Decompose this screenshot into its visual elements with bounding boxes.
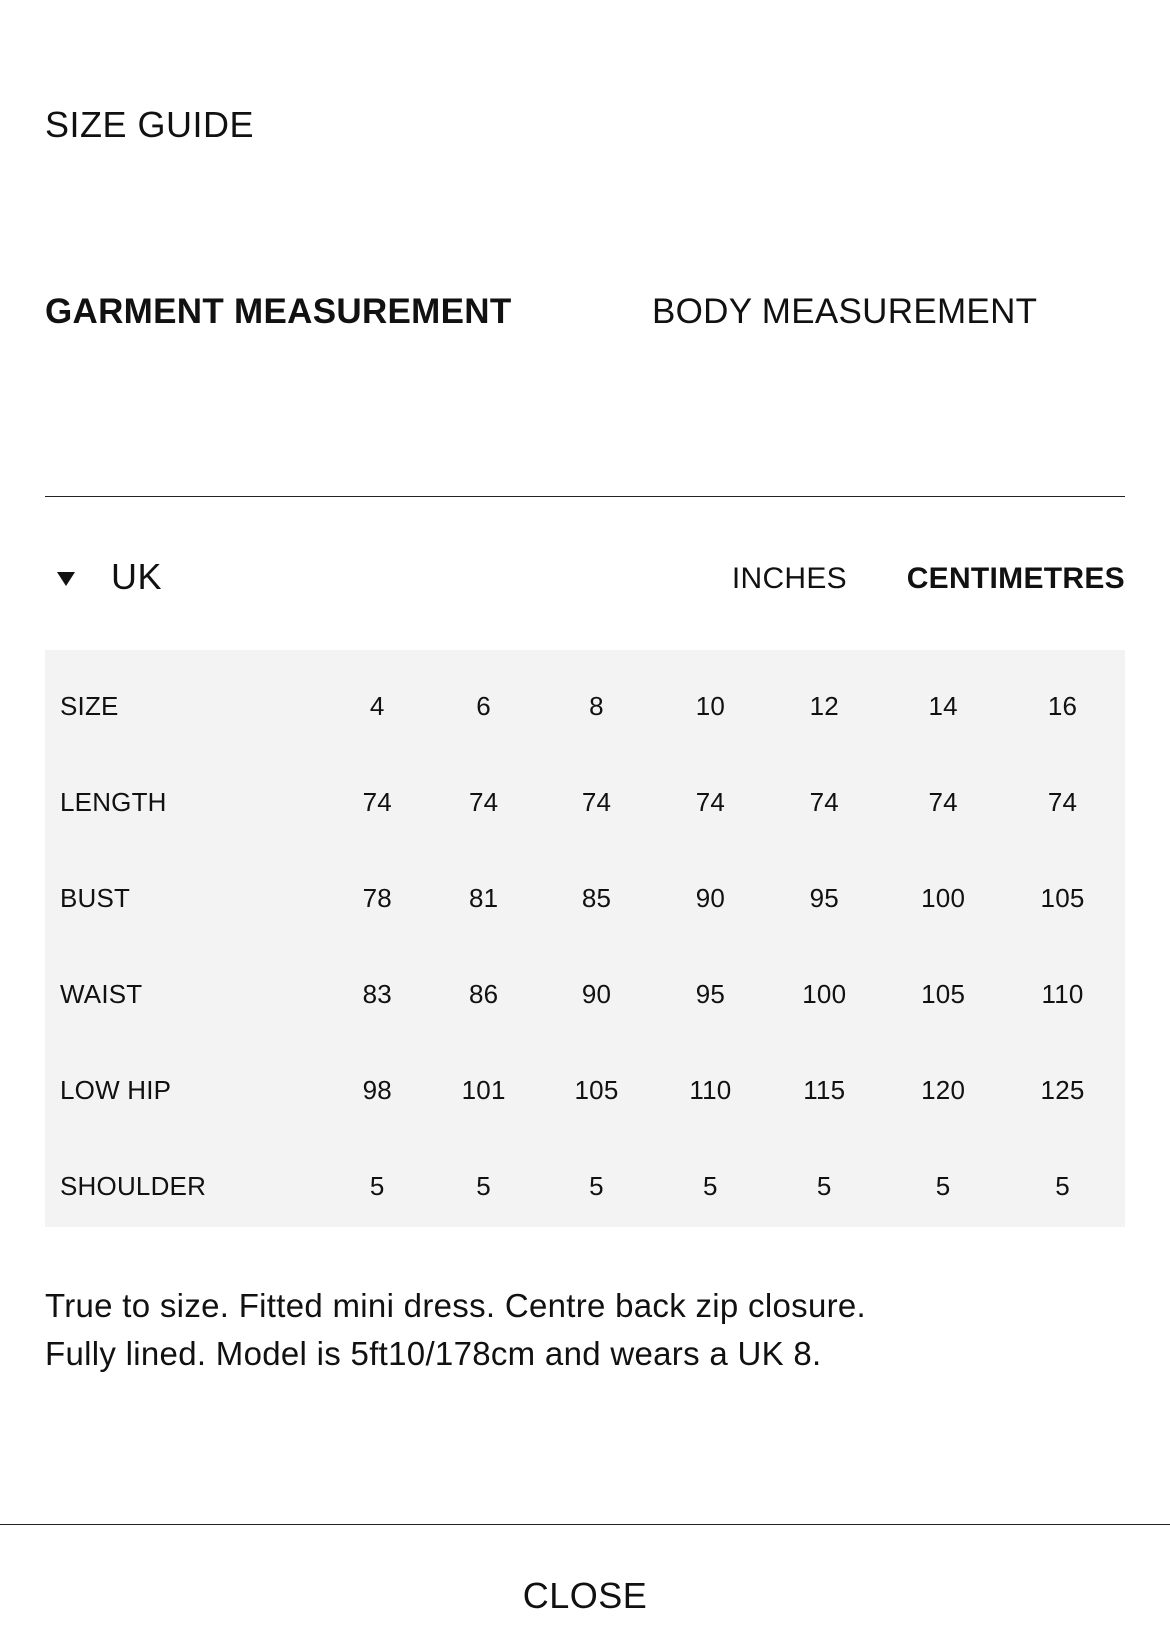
table-cell: 100 <box>921 882 966 913</box>
table-cell: 5 <box>476 1170 491 1201</box>
table-row <box>45 1138 1125 1234</box>
table-cell: 16 <box>1047 690 1078 721</box>
table-cell: 85 <box>581 882 612 913</box>
table-cell: 74 <box>468 786 499 817</box>
tab-garment-measurement[interactable]: GARMENT MEASUREMENT <box>45 292 512 331</box>
table-cell: 100 <box>802 978 847 1009</box>
divider <box>45 496 1125 497</box>
row-label: LENGTH <box>60 786 167 817</box>
table-cell: 5 <box>703 1170 718 1201</box>
row-label: BUST <box>60 882 131 913</box>
table-cell: 4 <box>369 690 385 721</box>
table-cell: 90 <box>581 978 612 1009</box>
table-cell: 95 <box>695 978 726 1009</box>
row-label: WAIST <box>60 978 143 1009</box>
table-row <box>45 1042 1125 1138</box>
table-cell: 5 <box>589 1170 604 1201</box>
table-cell: 110 <box>1041 978 1084 1009</box>
table-row <box>45 850 1125 946</box>
table-cell: 125 <box>1040 1074 1085 1105</box>
table-cell: 12 <box>809 690 839 721</box>
unit-toggle-centimetres[interactable]: CENTIMETRES <box>906 562 1125 595</box>
row-label: SHOULDER <box>60 1170 207 1201</box>
unit-toggle-inches[interactable]: INCHES <box>731 562 847 595</box>
table-cell: 74 <box>1047 786 1078 817</box>
table-cell: 86 <box>468 978 499 1009</box>
table-cell: 98 <box>362 1074 392 1105</box>
table-cell: 90 <box>695 882 726 913</box>
page-title: SIZE GUIDE <box>45 104 255 145</box>
row-label: LOW HIP <box>60 1074 172 1105</box>
table-cell: 5 <box>816 1170 832 1201</box>
size-controls <box>45 556 1125 604</box>
table-cell: 14 <box>928 690 958 721</box>
size-table-body <box>45 658 1125 1234</box>
table-cell: 95 <box>809 882 839 913</box>
tab-body-measurement[interactable]: BODY MEASUREMENT <box>652 292 1038 331</box>
region-dropdown[interactable] <box>57 556 162 598</box>
table-cell: 10 <box>695 690 726 721</box>
size-table <box>45 650 1125 1227</box>
row-label: SIZE <box>60 690 119 721</box>
table-cell: 74 <box>809 786 839 817</box>
table-cell: 74 <box>581 786 612 817</box>
footer-divider <box>0 1524 1170 1525</box>
table-cell: 8 <box>589 690 604 721</box>
table-cell: 83 <box>362 978 392 1009</box>
table-cell: 120 <box>921 1074 966 1105</box>
measurement-tabs <box>45 292 1125 342</box>
table-cell: 105 <box>574 1074 619 1105</box>
table-cell: 74 <box>695 786 726 817</box>
table-row <box>45 754 1125 850</box>
caret-down-icon <box>57 572 75 586</box>
table-cell: 5 <box>1055 1170 1070 1201</box>
table-cell: 105 <box>921 978 966 1009</box>
fit-note-line: Fully lined. Model is 5ft10/178cm and wears a UK 8. <box>45 1335 822 1372</box>
table-cell: 6 <box>476 690 491 721</box>
table-cell: 5 <box>369 1170 385 1201</box>
table-cell: 101 <box>461 1074 506 1105</box>
table-cell: 74 <box>362 786 392 817</box>
table-cell: 105 <box>1040 882 1085 913</box>
region-label: UK <box>111 556 163 597</box>
fit-note <box>45 1282 1125 1378</box>
close-button[interactable]: CLOSE <box>0 1575 1170 1617</box>
table-cell: 5 <box>935 1170 951 1201</box>
table-cell: 115 <box>803 1074 846 1105</box>
table-cell: 110 <box>689 1074 732 1105</box>
table-cell: 81 <box>468 882 499 913</box>
table-cell: 78 <box>362 882 392 913</box>
table-cell: 74 <box>928 786 958 817</box>
table-row <box>45 946 1125 1042</box>
table-row <box>45 658 1125 754</box>
fit-note-line: True to size. Fitted mini dress. Centre back zip closure. <box>45 1287 867 1324</box>
